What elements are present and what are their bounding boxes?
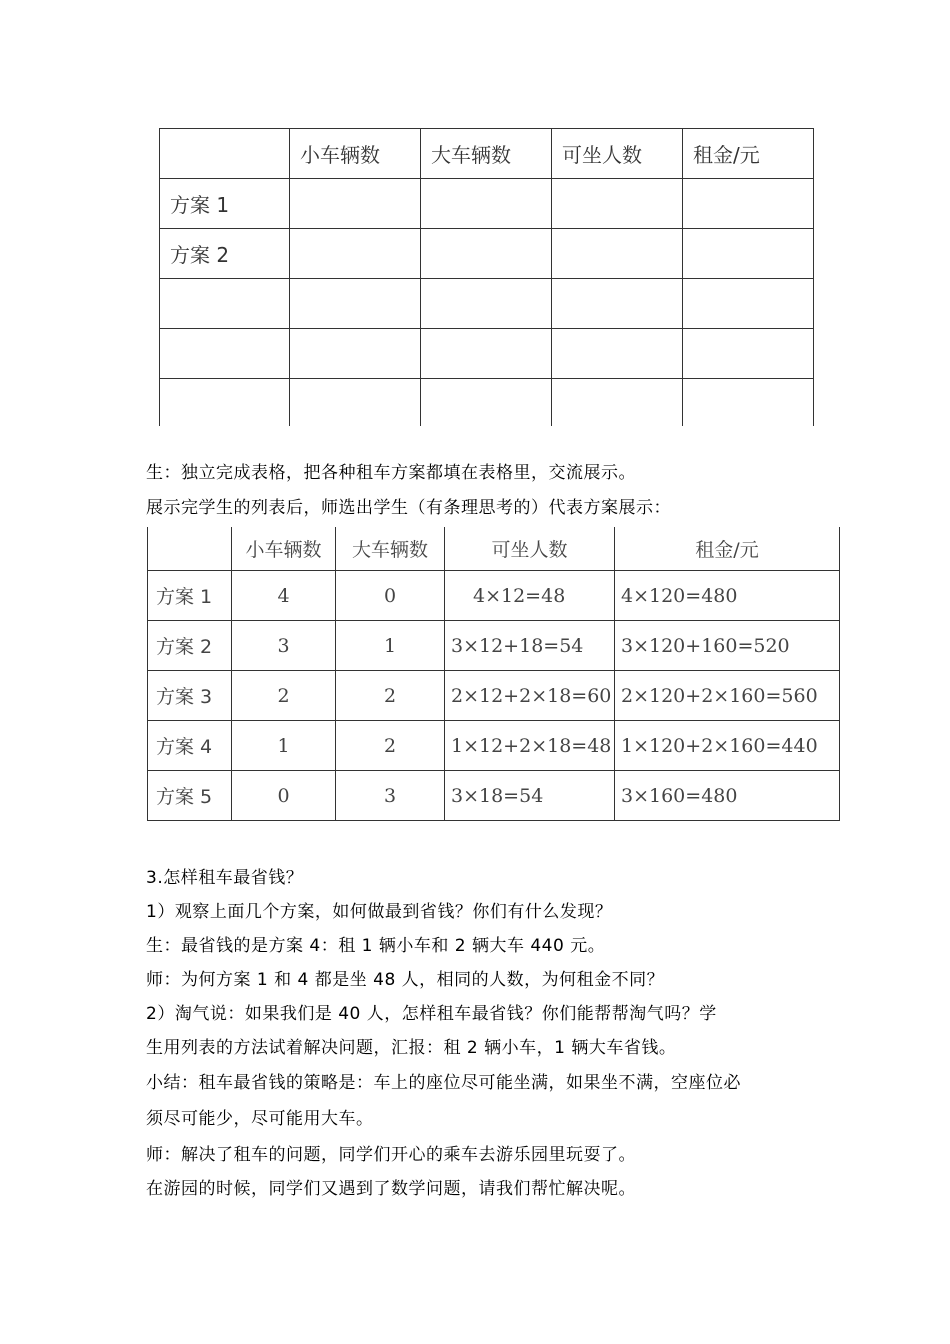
empty-cell xyxy=(552,329,683,379)
seat-count: 3×18=54 xyxy=(445,771,615,821)
empty-cell xyxy=(683,179,814,229)
empty-cell xyxy=(290,329,421,379)
empty-cell xyxy=(421,329,552,379)
section-heading: 3.怎样租车最省钱？ xyxy=(146,868,304,888)
rent-amount: 4×120=480 xyxy=(615,571,840,621)
small-car-count: 0 xyxy=(232,771,336,821)
rent-amount: 1×120+2×160=440 xyxy=(615,721,840,771)
row-label: 方案 2 xyxy=(160,229,290,279)
row-label: 方案 4 xyxy=(148,721,232,771)
row-label: 方案 1 xyxy=(160,179,290,229)
big-car-count: 2 xyxy=(336,721,445,771)
paragraph-student-task: 生：独立完成表格，把各种租车方案都填在表格里，交流展示。 xyxy=(146,463,636,483)
empty-cell xyxy=(421,279,552,329)
header-cell xyxy=(160,129,290,179)
empty-cell xyxy=(683,279,814,329)
header-cell: 租金/元 xyxy=(683,129,814,179)
paragraph-line: 小结：租车最省钱的策略是：车上的座位尽可能坐满，如果坐不满，空座位必 xyxy=(146,1073,741,1093)
small-car-count: 4 xyxy=(232,571,336,621)
empty-cell xyxy=(290,279,421,329)
big-car-count: 3 xyxy=(336,771,445,821)
table-row xyxy=(148,671,840,721)
empty-cell xyxy=(552,279,683,329)
empty-cell xyxy=(421,229,552,279)
empty-cell xyxy=(683,379,814,427)
big-car-count: 0 xyxy=(336,571,445,621)
header-cell: 可坐人数 xyxy=(552,129,683,179)
paragraph-line: 1）观察上面几个方案，如何做最到省钱？你们有什么发现？ xyxy=(146,902,613,922)
rent-amount: 3×120+160=520 xyxy=(615,621,840,671)
paragraph-line: 须尽可能少，尽可能用大车。 xyxy=(146,1109,374,1129)
seat-count: 1×12+2×18=48 xyxy=(445,721,615,771)
table-row xyxy=(160,329,814,379)
paragraph-line: 在游园的时候，同学们又遇到了数学问题，请我们帮忙解决呢。 xyxy=(146,1179,636,1199)
empty-plan-table xyxy=(159,128,814,426)
empty-cell xyxy=(683,229,814,279)
empty-cell xyxy=(552,179,683,229)
big-car-count: 2 xyxy=(336,671,445,721)
small-car-count: 1 xyxy=(232,721,336,771)
table-row xyxy=(148,771,840,821)
big-car-count: 1 xyxy=(336,621,445,671)
rent-amount: 2×120+2×160=560 xyxy=(615,671,840,721)
paragraph-teacher-selects: 展示完学生的列表后，师选出学生（有条理思考的）代表方案展示： xyxy=(146,498,671,518)
table-header-row xyxy=(160,129,814,179)
row-label xyxy=(160,329,290,379)
seat-count: 4×12=48 xyxy=(445,571,615,621)
header-cell: 小车辆数 xyxy=(290,129,421,179)
table-header-row xyxy=(148,527,840,571)
header-cell: 可坐人数 xyxy=(445,527,615,571)
header-cell: 租金/元 xyxy=(615,527,840,571)
empty-cell xyxy=(290,229,421,279)
paragraph-line: 生：最省钱的是方案 4：租 1 辆小车和 2 辆大车 440 元。 xyxy=(146,936,606,956)
empty-cell xyxy=(290,179,421,229)
paragraph-line: 师：为何方案 1 和 4 都是坐 48 人，相同的人数，为何租金不同？ xyxy=(146,970,665,990)
small-car-count: 3 xyxy=(232,621,336,671)
table-row xyxy=(148,571,840,621)
seat-count: 2×12+2×18=60 xyxy=(445,671,615,721)
seat-count: 3×12+18=54 xyxy=(445,621,615,671)
row-label: 方案 5 xyxy=(148,771,232,821)
table-row xyxy=(160,379,814,427)
paragraph-line: 师：解决了租车的问题，同学们开心的乘车去游乐园里玩耍了。 xyxy=(146,1145,636,1165)
table-row xyxy=(160,179,814,229)
row-label: 方案 1 xyxy=(148,571,232,621)
table-row xyxy=(160,229,814,279)
row-label: 方案 3 xyxy=(148,671,232,721)
row-label: 方案 2 xyxy=(148,621,232,671)
empty-cell xyxy=(421,179,552,229)
header-cell: 大车辆数 xyxy=(336,527,445,571)
paragraph-line: 2）淘气说：如果我们是 40 人，怎样租车最省钱？你们能帮帮淘气吗？学 xyxy=(146,1004,717,1024)
empty-cell xyxy=(290,379,421,427)
filled-plan-table xyxy=(147,527,840,821)
table-row xyxy=(148,621,840,671)
rent-amount: 3×160=480 xyxy=(615,771,840,821)
empty-cell xyxy=(421,379,552,427)
row-label xyxy=(160,379,290,427)
table-row xyxy=(160,279,814,329)
small-car-count: 2 xyxy=(232,671,336,721)
empty-cell xyxy=(683,329,814,379)
header-cell: 大车辆数 xyxy=(421,129,552,179)
empty-cell xyxy=(552,229,683,279)
empty-cell xyxy=(552,379,683,427)
table-row xyxy=(148,721,840,771)
header-cell: 小车辆数 xyxy=(232,527,336,571)
paragraph-line: 生用列表的方法试着解决问题，汇报：租 2 辆小车，1 辆大车省钱。 xyxy=(146,1038,677,1058)
row-label xyxy=(160,279,290,329)
header-cell xyxy=(148,527,232,571)
